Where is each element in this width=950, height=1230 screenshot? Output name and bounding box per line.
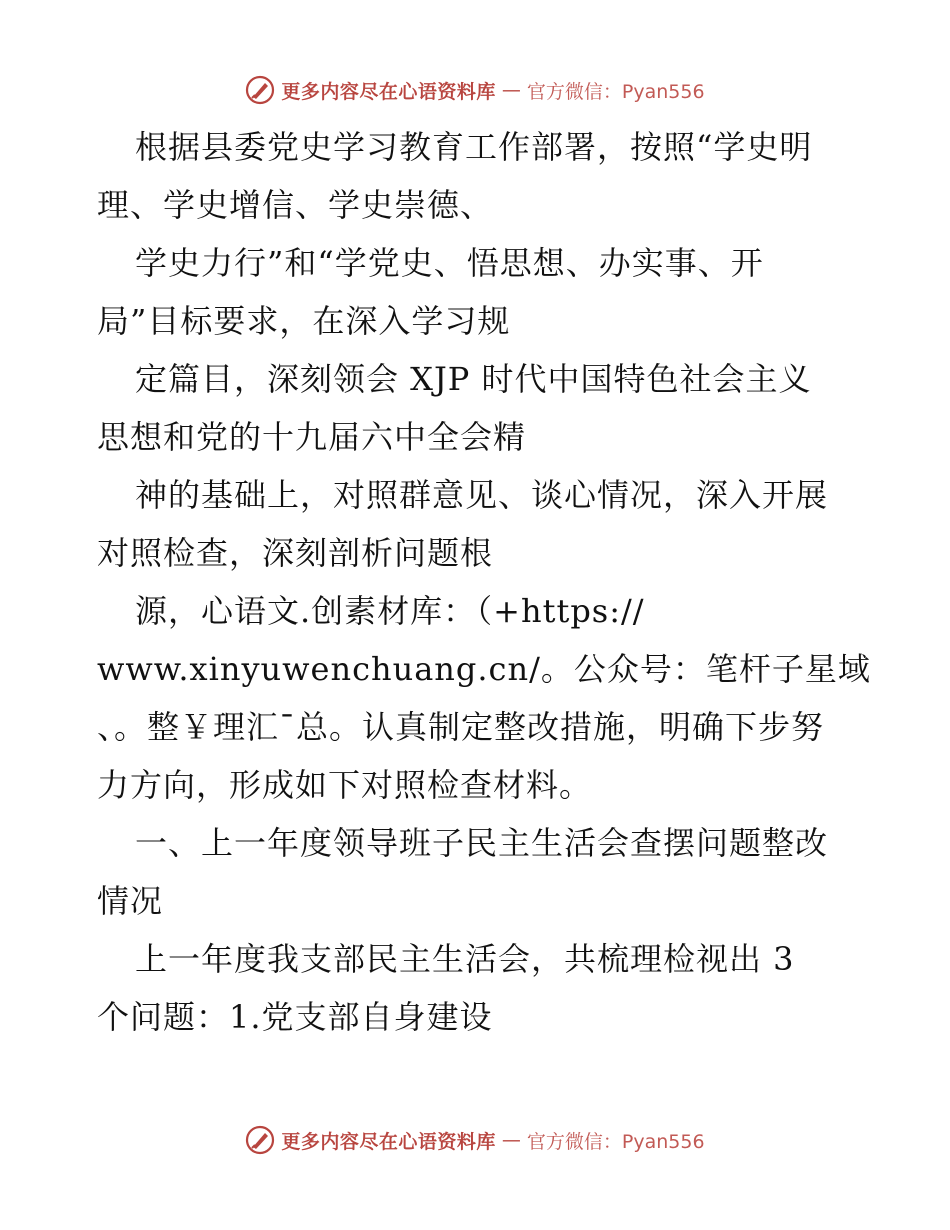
footer-wechat-text: 官方微信：Pyan556	[526, 1130, 705, 1153]
section-heading: 一、上一年度领导班子民主生活会查摆问题整改	[135, 824, 829, 862]
body-line: 根据县委党史学习教育工作部署，按照“学史明	[135, 128, 813, 166]
quill-logo-icon	[245, 75, 275, 105]
header-brand-text: 更多内容尽在心语资料库	[281, 80, 496, 103]
header-wechat-text: 官方微信：Pyan556	[526, 80, 705, 103]
body-line: 个问题：1.党支部自身建设	[97, 998, 493, 1036]
header-separator: —	[501, 79, 521, 101]
quill-logo-icon	[245, 1125, 275, 1155]
body-line: 定篇目，深刻领会 XJP 时代中国特色社会主义	[135, 360, 812, 398]
body-line: 神的基础上，对照群意见、谈心情况，深入开展	[135, 476, 829, 514]
body-line: 上一年度我支部民主生活会，共梳理检视出 3	[135, 940, 795, 978]
footer-brand-text: 更多内容尽在心语资料库	[281, 1130, 496, 1153]
footer-banner-inner	[245, 1125, 704, 1155]
body-line: 力方向，形成如下对照检查材料。	[97, 766, 593, 804]
footer-banner	[0, 1120, 950, 1160]
body-line: 对照检查，深刻剖析问题根	[97, 534, 494, 572]
section-heading-cont: 情况	[97, 882, 164, 920]
body-line: 理、学史增信、学史崇德、	[97, 186, 494, 224]
body-line: 局”目标要求，在深入学习规	[97, 302, 511, 340]
body-line-url: www.xinyuwenchuang.cn/。公众号：笔杆子星域	[97, 650, 871, 688]
footer-separator: —	[501, 1129, 521, 1151]
header-banner	[0, 70, 950, 110]
body-line: 思想和党的十九届六中全会精	[97, 418, 527, 456]
document-body	[97, 118, 871, 1046]
header-banner-inner	[245, 75, 704, 105]
body-line: 、。整￥理汇¯总。认真制定整改措施，明确下步努	[97, 708, 825, 746]
body-line: 学史力行”和“学党史、悟思想、办实事、开	[135, 244, 764, 282]
body-line: 源，心语文.创素材库：（+https://	[135, 592, 645, 630]
